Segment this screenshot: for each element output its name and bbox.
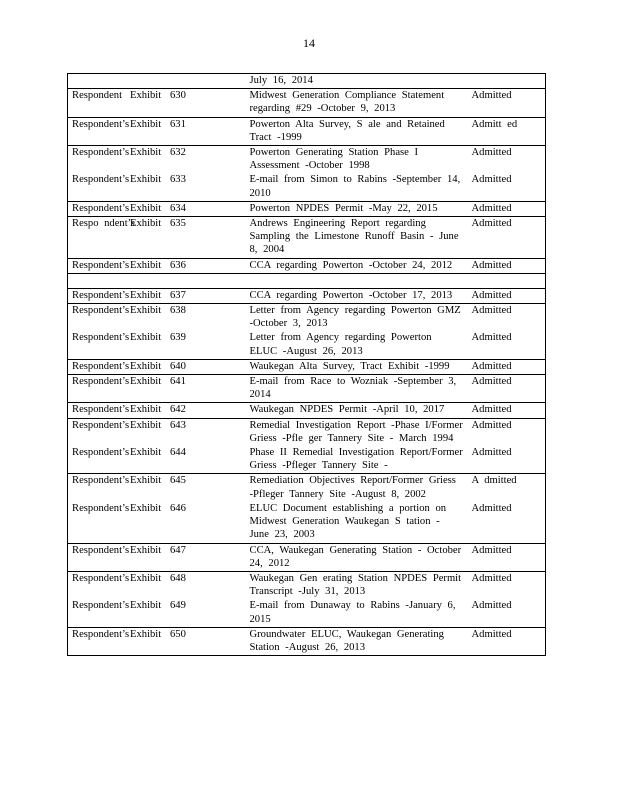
description-cell: CCA regarding Powerton -October 17, 2013	[249, 289, 453, 301]
description-cell: Remediation Objectives Report/Former Griess -Pfleger Tannery Site -August 8, 2002	[249, 475, 456, 500]
status-cell	[468, 74, 546, 89]
status-cell: Admitted	[471, 600, 512, 612]
table-row	[68, 627, 546, 655]
description-cell: Midwest Generation Compliance Statement regarding #29 -October 9, 2013	[249, 90, 445, 115]
table-row-spacer	[68, 273, 546, 288]
status-cell: Admitted	[471, 259, 512, 271]
status-cell: A dmitted	[471, 475, 517, 487]
description-cell: July 16, 2014	[249, 75, 313, 86]
status-cell: Admitted	[471, 628, 512, 640]
status-cell: Admitted	[471, 147, 512, 159]
exhibit-cell	[68, 74, 246, 89]
exhibit-cell: Respondent’sExhibit 638	[72, 305, 186, 317]
description-cell: CCA, Waukegan Generating Station - October 24, 2012	[249, 544, 462, 569]
exhibit-cell: Respondent’sExhibit 646	[72, 502, 186, 514]
description-cell: E-mail from Dunaway to Rabins -January 6, 2015	[249, 600, 456, 625]
status-cell: Admitted	[471, 90, 512, 102]
table-row	[68, 403, 546, 418]
exhibit-cell: Respondent’sExhibit 647	[72, 544, 186, 556]
description-cell: E-mail from Race to Wozniak -September 3, 2014	[249, 376, 457, 401]
table-row	[68, 502, 546, 543]
table-row	[68, 173, 546, 201]
table-row	[68, 446, 546, 474]
table-row	[68, 599, 546, 627]
status-cell: Admitted	[471, 305, 512, 317]
exhibit-cell: Respondent Exhibit 630	[72, 90, 186, 102]
description-cell: Waukegan Alta Survey, Tract Exhibit -1999	[249, 360, 450, 372]
status-cell: Admitted	[471, 544, 512, 556]
description-cell: Powerton NPDES Permit -May 22, 2015	[249, 202, 438, 214]
exhibit-cell	[68, 273, 246, 288]
exhibit-cell: Respondent’sExhibit 644	[72, 447, 186, 459]
table-row	[68, 117, 546, 145]
description-cell: Waukegan NPDES Permit -April 10, 2017	[249, 404, 445, 416]
status-cell: Admitted	[471, 202, 512, 214]
description-cell: ELUC Document establishing a portion on Midwest Generation Waukegan S tation - June 23, 2003	[249, 502, 447, 541]
description-cell: Letter from Agency regarding Powerton GMZ -October 3, 2013	[249, 305, 461, 330]
table-row	[68, 89, 546, 117]
exhibit-cell: Respo ndent’sExhibit 635	[72, 218, 186, 230]
description-cell: E-mail from Simon to Rabins -September 14, 2010	[249, 174, 461, 199]
description-cell: Andrews Engineering Report regarding Sampling the Limestone Runoff Basin - June 8, 2004	[249, 218, 459, 256]
exhibit-cell: Respondent’sExhibit 648	[72, 572, 186, 584]
status-cell: Admitted	[471, 289, 512, 301]
description-cell: Waukegan Gen erating Station NPDES Permit Transcript -July 31, 2013	[249, 572, 462, 598]
status-cell: Admitted	[471, 502, 512, 514]
table-row	[68, 146, 546, 174]
exhibit-cell: Respondent’sExhibit 632	[72, 147, 186, 159]
exhibit-cell: Respondent’sExhibit 633	[72, 174, 186, 186]
table-row	[68, 375, 546, 403]
description-cell: Letter from Agency regarding Powerton ELUC -August 26, 2013	[249, 332, 432, 357]
status-cell: Admitted	[471, 218, 512, 230]
status-cell: Admitted	[471, 572, 512, 584]
table-row	[68, 359, 546, 374]
description-cell	[246, 273, 468, 288]
exhibit-cell: Respondent’sExhibit 641	[72, 376, 186, 388]
status-cell: Admitted	[471, 332, 512, 344]
table-row	[68, 331, 546, 359]
exhibit-cell: Respondent’sExhibit 640	[72, 360, 186, 372]
description-cell: Powerton Alta Survey, S ale and Retained Tract -1999	[249, 118, 445, 143]
page-number: 14	[303, 36, 315, 50]
exhibit-cell: Respondent’sExhibit 634	[72, 202, 186, 214]
table-row	[68, 418, 546, 446]
status-cell	[468, 273, 546, 288]
exhibit-cell: Respondent’sExhibit 642	[72, 404, 186, 416]
status-cell: Admitt ed	[471, 118, 518, 130]
exhibit-cell: Respondent’sExhibit 637	[72, 289, 186, 301]
status-cell: Admitted	[471, 376, 512, 388]
description-cell: Remedial Investigation Report -Phase I/Former Griess -Pfle ger Tannery Site - March 1994	[249, 419, 463, 444]
exhibit-cell: Respondent’sExhibit 639	[72, 332, 186, 344]
exhibit-cell: Respondent’sExhibit 650	[72, 628, 186, 640]
description-cell: CCA regarding Powerton -October 24, 2012	[249, 259, 453, 271]
exhibit-cell: Respondent’sExhibit 645	[72, 475, 186, 487]
table-row	[68, 201, 546, 216]
exhibit-cell: Respondent’sExhibit 636	[72, 259, 186, 271]
status-cell: Admitted	[471, 419, 512, 431]
table-row	[68, 258, 546, 273]
exhibit-cell: Respondent’sExhibit 631	[72, 118, 186, 130]
description-cell: Powerton Generating Station Phase I Assessment -October 1998	[249, 147, 419, 172]
description-cell: Groundwater ELUC, Waukegan Generating Station -August 26, 2013	[249, 628, 444, 653]
table-row	[68, 571, 546, 599]
table-row	[68, 474, 546, 502]
table-row	[68, 304, 546, 332]
description-cell: Phase II Remedial Investigation Report/Former Griess -Pfleger Tannery Site -	[249, 447, 463, 472]
table-row	[68, 288, 546, 303]
exhibit-cell: Respondent’sExhibit 649	[72, 600, 186, 612]
table-row	[68, 74, 546, 89]
status-cell: Admitted	[471, 174, 512, 186]
table-row	[68, 543, 546, 571]
status-cell: Admitted	[471, 360, 512, 372]
status-cell: Admitted	[471, 404, 512, 416]
exhibit-cell: Respondent’sExhibit 643	[72, 419, 186, 431]
table-row	[68, 217, 546, 259]
exhibit-table	[67, 73, 546, 656]
status-cell: Admitted	[471, 447, 512, 459]
